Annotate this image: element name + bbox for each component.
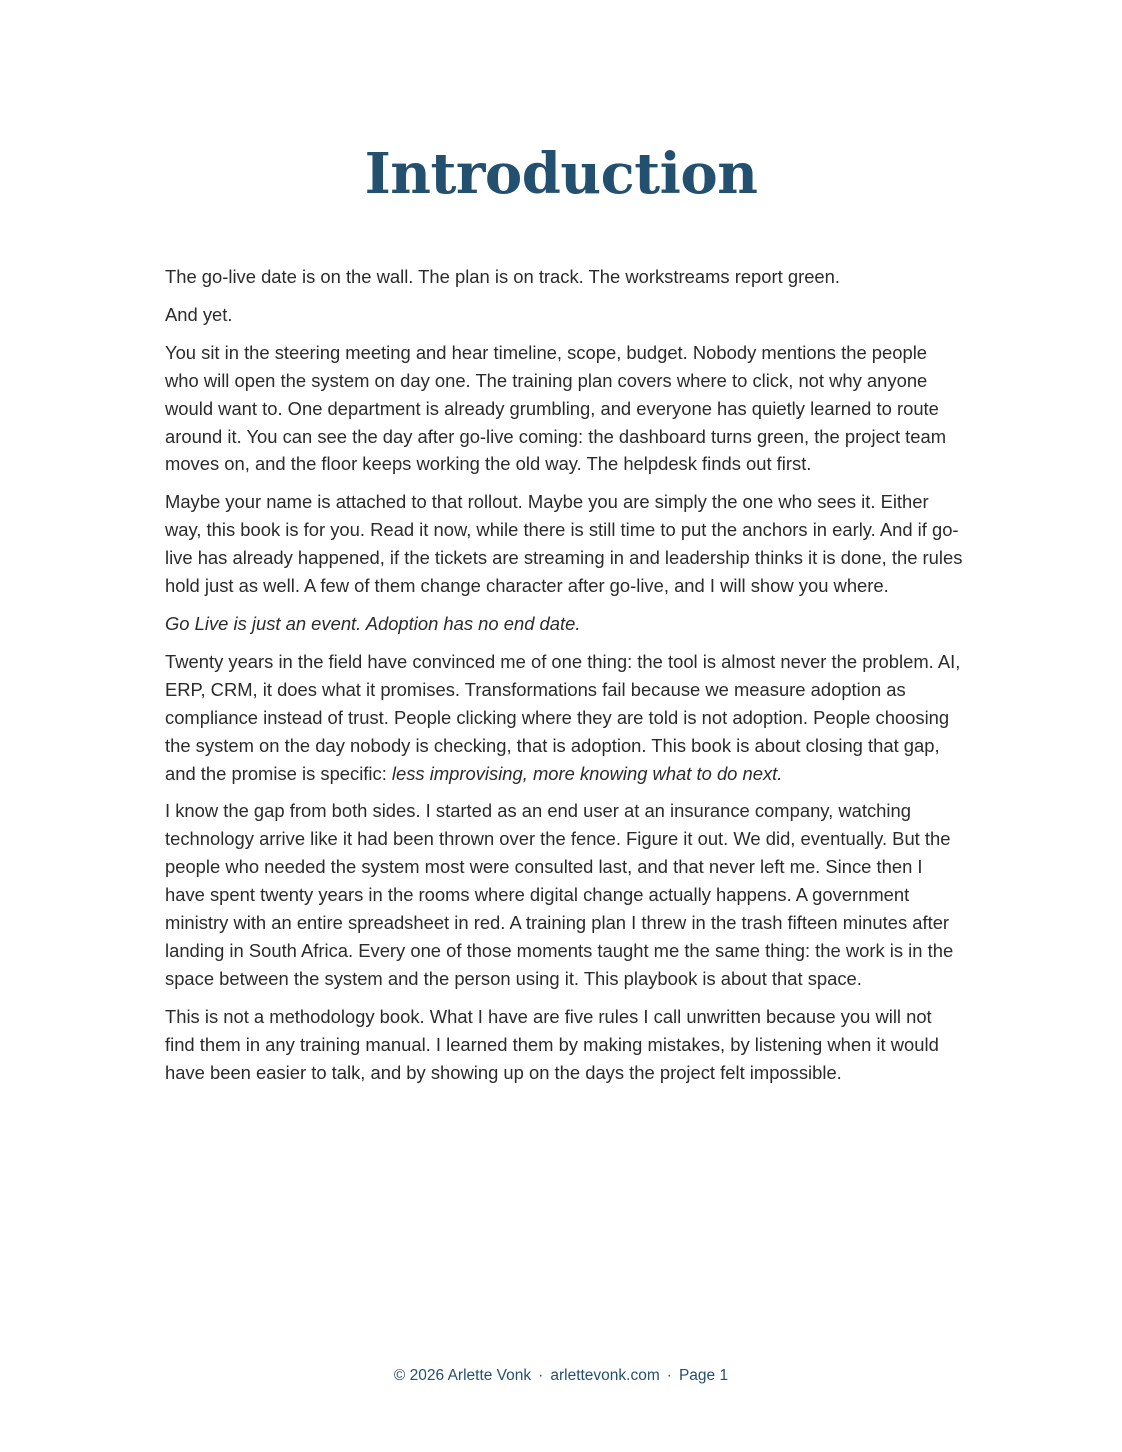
footer-copyright: © 2026 Arlette Vonk: [393, 1367, 532, 1384]
paragraph-8: This is not a methodology book. What I have are five rules I call unwritten because you will not find them in any training manual. I learned them by making mistakes, by listening when it would have been easier to talk, and by showing up on the days the project felt impossible.: [165, 1005, 939, 1083]
footer-website: arlettevonk.com: [550, 1367, 660, 1384]
footer-separator: ·: [538, 1367, 544, 1384]
paragraph-6-text: Twenty years in the field have convinced me of one thing: the tool is almost never the problem. AI, ERP, CRM, it does what it promises. Transformations fail because we measure adoption as compliance instead of trust. People clicking where they are told is not adoption. People choosing the system on the day nobody is checking, that is adoption. This book is about closing that gap, and the promise is specific:: [165, 650, 961, 784]
paragraph-5-italic: Go Live is just an event. Adoption has no end date.: [165, 612, 581, 634]
paragraph-7: I know the gap from both sides. I started as an end user at an insurance company, watching technology arrive like it had been thrown over the fence. Figure it out. We did, eventually. But the people who needed the system most were consulted last, and that never left me. Since then I have spent twenty years in the rooms where digital change actually happens. A government ministry with an entire spreadsheet in red. A training plan I threw in the trash fifteen minutes after landing in South Africa. Every one of those moments taught me the same thing: the work is in the space between the system and the person using it. This playbook is about that space.: [165, 800, 954, 989]
paragraph-3: You sit in the steering meeting and hear timeline, scope, budget. Nobody mentions the people who will open the system on day one. The training plan covers where to click, not why anyone would want to. One department is already grumbling, and everyone has quietly learned to route around it. You can see the day after go-live coming: the dashboard turns green, the project team moves on, and the floor keeps working the old way. The helpdesk finds out first.: [165, 341, 947, 475]
paragraph-2: And yet.: [165, 303, 233, 325]
paragraph-6-emphasis: less improvising, more knowing what to do next.: [391, 762, 783, 784]
page-title: Introduction: [364, 141, 758, 207]
body-text: [165, 263, 965, 1096]
footer-separator: ·: [666, 1367, 672, 1384]
paragraph-4: Maybe your name is attached to that rollout. Maybe you are simply the one who sees it. Either way, this book is for you. Read it now, while there is still time to put the anchors in early. And if go-live has already happened, if the tickets are streaming in and leadership thinks it is done, the rules hold just as well. A few of them change character after go-live, and I will show you where.: [165, 491, 963, 597]
footer-page-number: Page 1: [678, 1367, 729, 1384]
paragraph-1: The go-live date is on the wall. The plan is on track. The workstreams report green.: [165, 266, 840, 287]
page-footer: [0, 1364, 1122, 1388]
paragraph-6: [165, 648, 965, 788]
